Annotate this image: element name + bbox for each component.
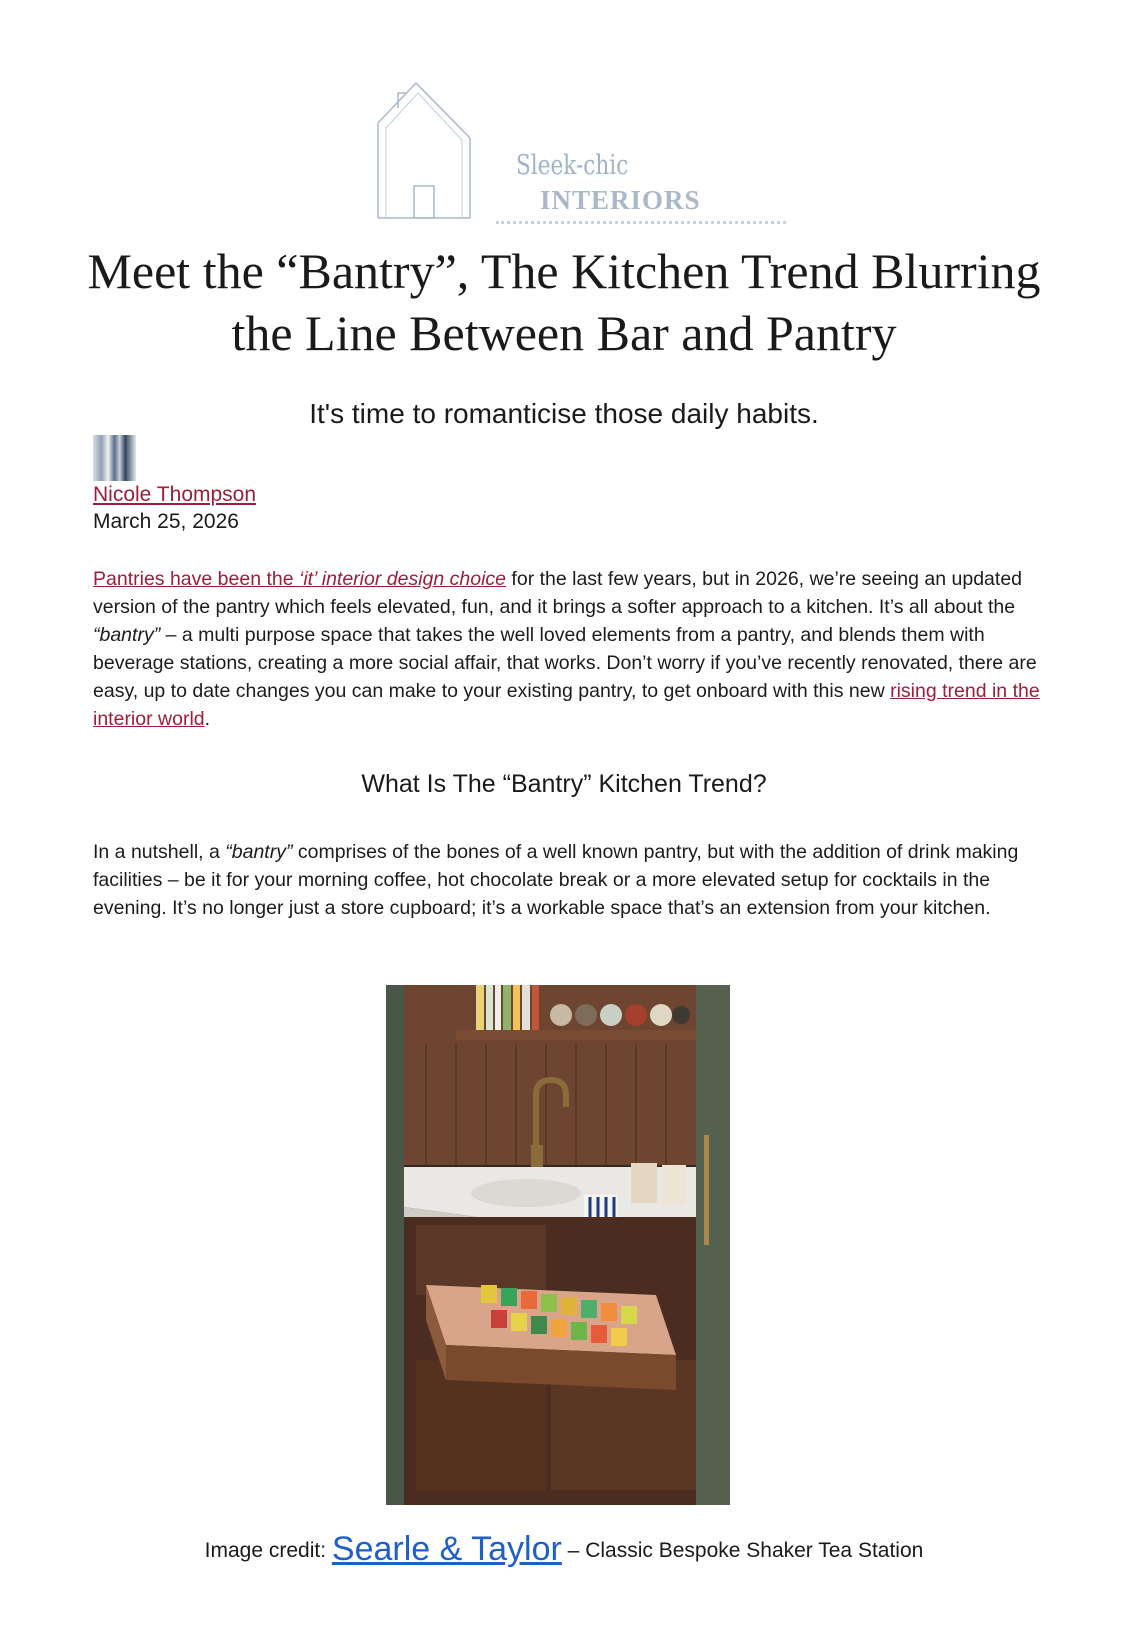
intro-paragraph bbox=[93, 565, 1053, 733]
intro-text-b: – a multi purpose space that takes the well loved elements from a pantry, and blends them with beverage stations, creating a more social affair, that works. Don’t worry if you’ve recently renovated, there are easy, up to date changes you can make to your existing pantry, to get onboard with this new bbox=[93, 624, 1037, 702]
link-italic-part: ‘it’ interior design choice bbox=[298, 568, 507, 590]
definition-emphasis-bantry: “bantry” bbox=[225, 841, 293, 863]
house-logo-icon bbox=[376, 78, 476, 228]
credit-source-link[interactable]: Searle & Taylor bbox=[331, 1530, 562, 1568]
definition-text-a: In a nutshell, a bbox=[93, 841, 226, 863]
intro-text-c: . bbox=[204, 708, 211, 730]
intro-text-a: for the last few years, but in 2026, we’re seeing an updated version of the pantry which feels elevated, fun, and it brings a softer approach to a kitchen. It’s all about the bbox=[93, 568, 1023, 618]
article-subtitle: It's time to romanticise those daily habits. bbox=[309, 398, 819, 429]
section-heading: What Is The “Bantry” Kitchen Trend? bbox=[361, 770, 767, 798]
logo-line-1: Sleek-chic bbox=[516, 150, 629, 181]
pantries-design-link[interactable] bbox=[93, 568, 506, 590]
definition-paragraph bbox=[93, 838, 1053, 922]
logo-dotted-rule bbox=[496, 221, 786, 224]
article-title: Meet the “Bantry”, The Kitchen Trend Blurring the Line Between Bar and Pantry bbox=[87, 243, 1041, 361]
publish-date: March 25, 2026 bbox=[93, 510, 239, 533]
link-plain-part: Pantries have been the bbox=[93, 568, 299, 590]
credit-description: – Classic Bespoke Shaker Tea Station bbox=[561, 1539, 924, 1562]
author-avatar[interactable] bbox=[93, 435, 136, 481]
author-link[interactable]: Nicole Thompson bbox=[93, 483, 257, 506]
credit-label: Image credit: bbox=[204, 1539, 332, 1562]
definition-text-b: comprises of the bones of a well known pantry, but with the addition of drink making facilities – be it for your morning coffee, hot chocolate break or a more elevated setup for cocktails in the evening. It’s no longer just a store cupboard; it’s a workable space that’s an extension from your kitchen. bbox=[93, 841, 1019, 919]
intro-emphasis-bantry: “bantry” bbox=[93, 624, 161, 646]
rising-trend-link[interactable]: rising trend in the interior world bbox=[93, 680, 1040, 730]
bantry-photo bbox=[386, 985, 730, 1505]
site-logo[interactable] bbox=[388, 78, 808, 228]
logo-line-2: INTERIORS bbox=[540, 185, 701, 215]
image-credit bbox=[60, 1530, 1068, 1569]
